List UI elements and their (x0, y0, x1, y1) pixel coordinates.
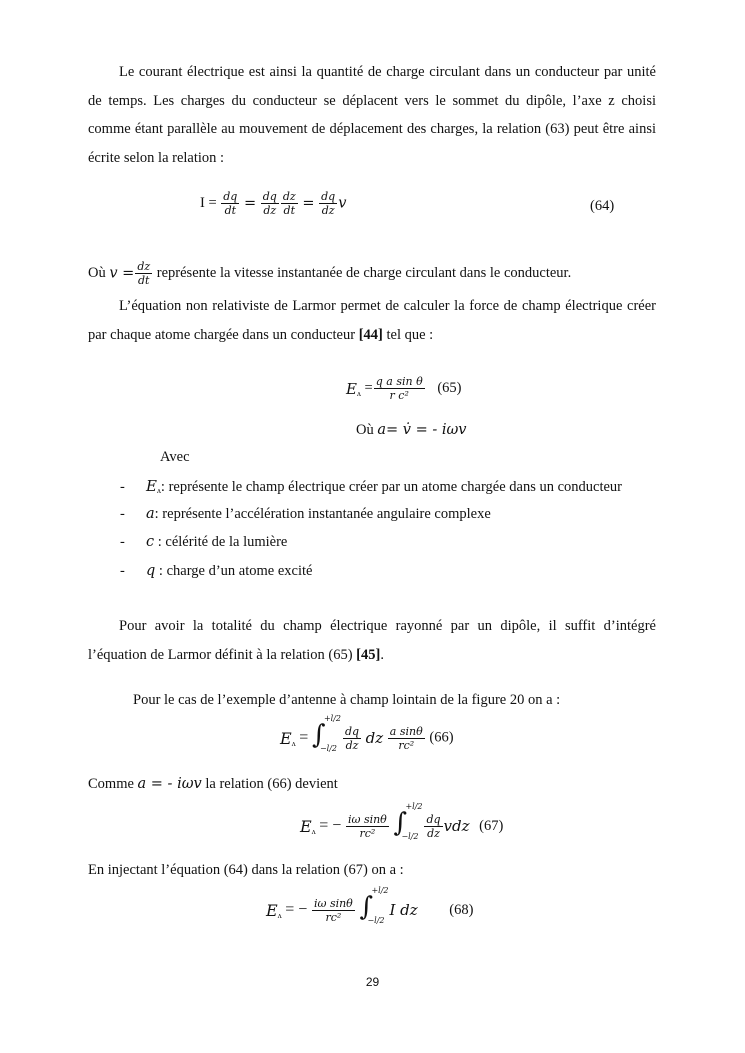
list-item: - $E_ʌ$: représente le champ électrique créer par un atome chargée dans un conducteur (120, 477, 623, 495)
avec-label: Avec (160, 449, 190, 465)
v-def-lhs: v = (109, 265, 135, 282)
equation-66-number: (66) (429, 729, 454, 746)
eq64-frac1: $\frac{dq}{dt}$ (223, 190, 238, 217)
larmor-text-after: tel que : (386, 326, 434, 343)
eq66-lhs: $E_ʌ$ (280, 728, 296, 748)
list-item: - c : célérité de la lumière (120, 534, 288, 550)
eq64-equals-2: = (302, 195, 315, 212)
eq66-equals: = (299, 729, 309, 746)
larmor-text: L’équation non relativiste de Larmor permet de calculer la force de champ électrique créer par chaque atome chargée dans un conducteur (88, 298, 656, 343)
comme-expr: a = - iωv (137, 776, 202, 792)
paragraph-courant: Le courant électrique est ainsi la quantité de charge circulant dans un conducteur par unité de temps. Les charges du conducteur se déplacent vers le sommet du dipôle, l’axe z choisi comme étant parallèle au mouvement de déplacement des charges, la relation (63) peut être ainsi écrite selon la relation : (88, 64, 656, 167)
eq65-lhs: $E_ʌ$ (346, 379, 361, 398)
equation-68 (266, 886, 474, 930)
eq65-where-line (356, 422, 466, 439)
eq67-lhs: $E_ʌ$ (300, 816, 316, 836)
paragraph-integration (88, 612, 656, 670)
comme-line (88, 776, 338, 793)
bullet-text: : représente l’accélération instantanée angulaire complexe (154, 506, 491, 522)
eq68-integral: ∫ +l/2 −l/2 (359, 886, 389, 925)
bullet-symbol: a (146, 506, 155, 522)
equation-65-number: (65) (437, 380, 462, 396)
comme-suffix: la relation (66) devient (205, 776, 338, 792)
bullet-text: : charge d’un atome excité (155, 563, 313, 579)
eq64-frac4: $\frac{dq}{dz}$ (321, 190, 336, 217)
injectant-line: En injectant l’équation (64) dans la relation (67) on a : (88, 862, 404, 878)
eq66-frac1: $\frac{dq}{dz}$ (344, 724, 360, 752)
v-def-text: représente la vitesse instantanée de charge circulant dans le conducteur. (156, 265, 572, 281)
eq67-frac1: $\frac{\text{iω sinθ}}{\text{rc²}}$ (347, 812, 387, 840)
v-def-frac: $\frac{dz}{dt}$ (137, 260, 151, 287)
integration-text-after: . (380, 647, 384, 663)
integration-text: Pour avoir la totalité du champ électrique rayonné par un dipôle, il suffit d’intégré l’équation de Larmor définit à la relation (65) (88, 618, 656, 663)
eq68-lhs: $E_ʌ$ (266, 900, 282, 920)
bullet-symbol: $E_ʌ$ (146, 477, 161, 495)
eq68-tail: I dz (389, 901, 418, 919)
eq67-integral: ∫ +l/2 −l/2 (393, 802, 423, 841)
ref-44: [44] (358, 326, 383, 343)
eq65-where-prefix: Où (356, 422, 374, 438)
equation-67-number: (67) (479, 817, 504, 834)
eq67-frac2: $\frac{dq}{dz}$ (426, 812, 441, 840)
eq66-dz: dz (365, 729, 384, 747)
velocity-definition-line (88, 260, 571, 287)
list-item: - q : charge d’un atome excité (120, 563, 313, 579)
paragraph-larmor (88, 292, 656, 349)
eq66-integral: ∫ +l/2 −l/2 (311, 714, 341, 753)
eq65-where-expr: a= v̇ = - iωv (377, 422, 467, 438)
bullet-text: : représente le champ électrique créer par un atome chargée dans un conducteur (160, 479, 623, 495)
ref-45: [45] (356, 647, 381, 663)
comme-prefix: Comme (88, 776, 134, 792)
bullet-symbol: c (146, 534, 155, 550)
eq64-equals: = (243, 195, 257, 212)
equation-65 (346, 375, 462, 402)
equation-67 (300, 802, 504, 846)
paragraph-antenna: Pour le cas de l’exemple d’antenne à champ lointain de la figure 20 on a : (133, 692, 561, 708)
eq68-equals: = − (285, 901, 308, 918)
eq64-v: v (338, 195, 347, 212)
page-number: 29 (365, 975, 380, 989)
bullet-text: : célérité de la lumière (154, 534, 288, 550)
eq65-equals: = (364, 380, 373, 396)
eq64-frac3: $\frac{dz}{dt}$ (282, 190, 296, 217)
eq64-frac2: $\frac{dq}{dz}$ (262, 190, 277, 217)
eq67-equals: = − (319, 817, 342, 834)
eq64-lhs: I = (200, 195, 217, 211)
eq65-frac: $\frac{\text{q a sin θ}}{\text{r c²}}$ (375, 375, 423, 402)
equation-68-number: (68) (449, 901, 474, 918)
eq67-tail: vdz (443, 817, 470, 835)
eq68-frac: $\frac{\text{iω sinθ}}{\text{rc²}}$ (313, 896, 353, 924)
equation-64-number: (64) (590, 198, 615, 214)
equation-64 (200, 190, 346, 217)
eq66-frac2: $\frac{\text{a sinθ}}{\text{rc²}}$ (389, 724, 423, 752)
list-item: - a: représente l’accélération instantanée angulaire complexe (120, 506, 491, 522)
ou-label: Où (88, 265, 106, 281)
bullet-symbol: q (146, 563, 156, 579)
equation-66 (280, 714, 454, 758)
